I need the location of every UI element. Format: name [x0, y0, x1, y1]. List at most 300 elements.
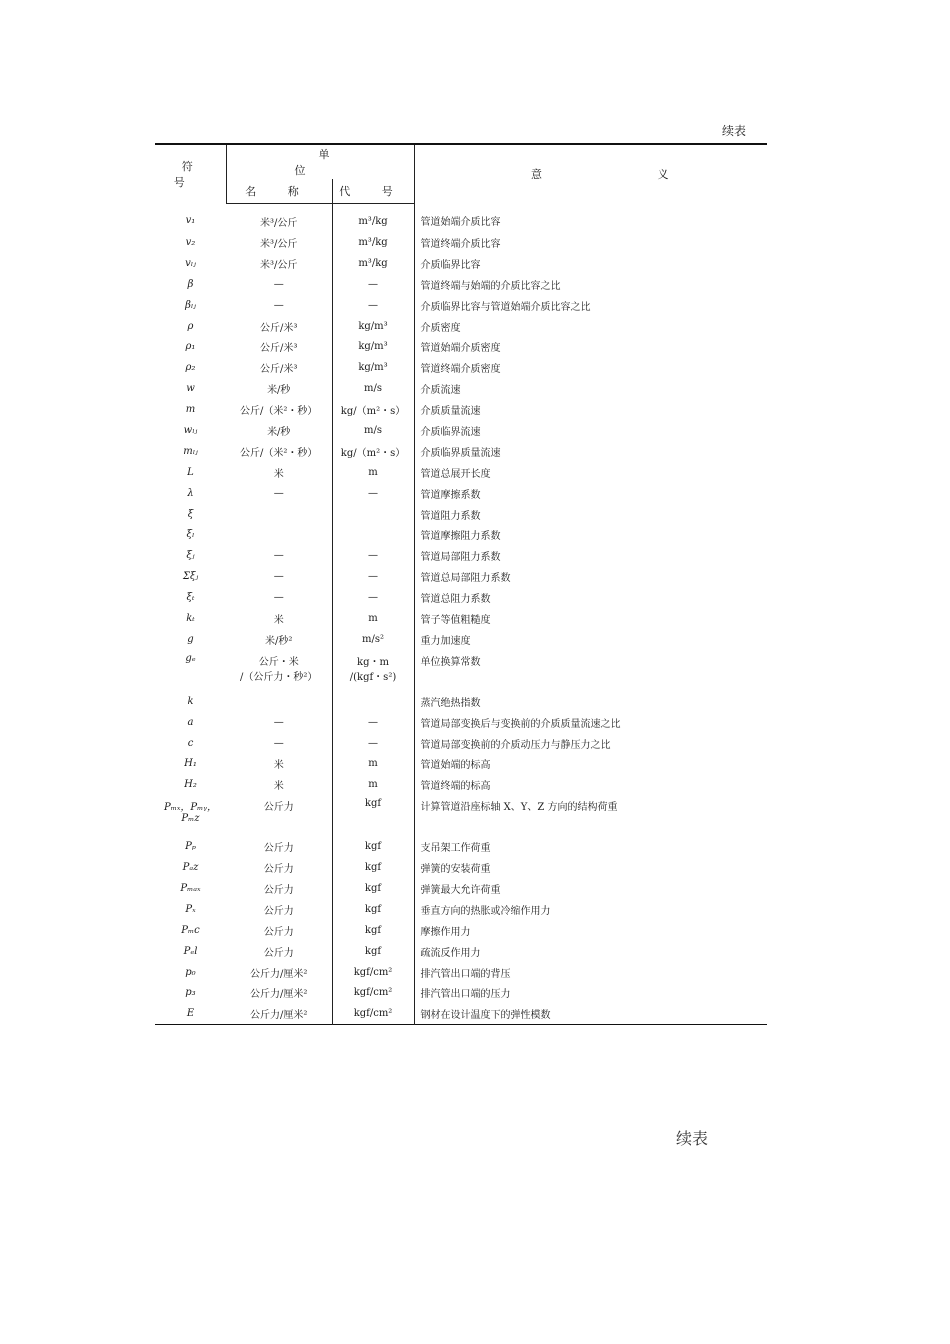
cell-meaning: [414, 441, 767, 462]
symbol-table: [155, 143, 767, 1025]
cell-unit-name-text: —: [273, 278, 284, 290]
cell-symbol: [155, 295, 226, 316]
cell-unit-name: [226, 650, 332, 691]
cell-unit-code-text: —: [368, 550, 378, 562]
cell-meaning-text: 垂直方向的热胀或冷缩作用力: [420, 905, 551, 917]
cell-unit-name: [226, 357, 332, 378]
cell-symbol: [155, 232, 226, 253]
cell-unit-name-text: 公斤/米³: [260, 322, 298, 334]
cell-unit-code-text: kgf: [364, 882, 382, 894]
table-row: [155, 1003, 767, 1024]
cell-symbol-text: k: [187, 695, 194, 707]
cell-unit-name: [226, 504, 332, 525]
cell-unit-code: [332, 587, 414, 608]
cell-unit-code-text: kgf/cm²: [353, 966, 393, 978]
table-row: [155, 566, 767, 587]
cell-meaning-text: 介质临界比容与管道始端介质比容之比: [420, 301, 591, 313]
cell-meaning: [414, 920, 767, 941]
cell-meaning: [414, 357, 767, 378]
cell-unit-code: [332, 795, 414, 836]
cell-unit-code: [332, 962, 414, 983]
cell-symbol: [155, 274, 226, 295]
table-row: [155, 274, 767, 295]
cell-unit-name: [226, 608, 332, 629]
cell-unit-name: [226, 232, 332, 253]
table-row: [155, 836, 767, 857]
cell-meaning: [414, 899, 767, 920]
cell-unit-code: [332, 733, 414, 754]
header-unit: 单 位: [226, 144, 414, 179]
cell-unit-code-text: kg/（m²・s）: [340, 406, 406, 418]
cell-symbol: [155, 204, 226, 233]
cell-meaning: [414, 504, 767, 525]
cell-unit-code: [332, 274, 414, 295]
cell-unit-name-text: 公斤力: [263, 926, 294, 938]
header-symbol: 符 号: [173, 160, 215, 190]
cell-meaning-text: 重力加速度: [420, 635, 471, 647]
header-meaning: 意 义: [414, 144, 767, 204]
table-row: [155, 232, 767, 253]
cell-unit-code-text: m: [368, 612, 378, 624]
cell-meaning-text: 蒸汽绝热指数: [420, 697, 481, 709]
cell-symbol: [155, 420, 226, 441]
cell-symbol: [155, 336, 226, 357]
cell-meaning: [414, 795, 767, 836]
cell-symbol-text: βₗⱼ: [185, 299, 196, 311]
cell-unit-code: [332, 774, 414, 795]
cell-symbol: [155, 941, 226, 962]
cell-symbol-text: Pₘₓ，Pₘᵧ，: [163, 802, 218, 814]
cell-unit-code-text: /(kgf・s²): [349, 671, 397, 683]
cell-unit-code: [332, 941, 414, 962]
cell-unit-name: [226, 691, 332, 712]
cell-symbol: [155, 504, 226, 525]
table-row: [155, 712, 767, 733]
cell-meaning: [414, 691, 767, 712]
cell-symbol: [155, 857, 226, 878]
symbol-table-container: [155, 143, 767, 1025]
cell-unit-code-text: —: [368, 737, 378, 749]
cell-symbol: [155, 753, 226, 774]
cell-meaning-text: 弹簧的安装荷重: [420, 864, 491, 876]
cell-unit-code: [332, 204, 414, 233]
cell-meaning-text: 管道局部阻力系数: [420, 552, 501, 564]
cell-unit-code: [332, 566, 414, 587]
cell-unit-name: [226, 836, 332, 857]
cell-symbol-text: c: [187, 737, 194, 749]
cell-unit-name: [226, 336, 332, 357]
cell-meaning-text: 单位换算常数: [420, 656, 481, 668]
cell-symbol: [155, 483, 226, 504]
cell-meaning-text: 管道终端介质比容: [420, 238, 501, 250]
cell-meaning: [414, 587, 767, 608]
cell-meaning: [414, 878, 767, 899]
cell-unit-name: [226, 274, 332, 295]
cell-meaning-text: 摩擦作用力: [420, 926, 471, 938]
cell-unit-name-text: /（公斤力・秒²）: [240, 671, 318, 683]
cell-unit-name-text: 米/秒: [267, 426, 291, 438]
cell-symbol-text: v₂: [185, 236, 196, 248]
cell-unit-name-text: 米/秒²: [265, 635, 293, 647]
cell-unit-name: [226, 795, 332, 836]
cell-symbol-text: mₗⱼ: [183, 445, 198, 457]
cell-unit-name: [226, 204, 332, 233]
table-row: [155, 941, 767, 962]
cell-unit-code-text: m/s: [364, 424, 382, 436]
cell-symbol-text: gₑ: [185, 652, 196, 664]
cell-unit-name: [226, 878, 332, 899]
table-row: [155, 878, 767, 899]
cell-meaning-text: 介质临界比容: [420, 259, 481, 271]
cell-unit-name-text: —: [273, 487, 284, 499]
cell-unit-code: [332, 399, 414, 420]
continued-label-top: 续表: [722, 124, 747, 138]
cell-meaning: [414, 836, 767, 857]
cell-symbol: [155, 253, 226, 274]
cell-symbol-text: wₗⱼ: [183, 424, 198, 436]
cell-meaning: [414, 712, 767, 733]
cell-unit-code: [332, 650, 414, 691]
cell-meaning: [414, 733, 767, 754]
cell-unit-name: [226, 774, 332, 795]
table-row: [155, 795, 767, 836]
cell-unit-name: [226, 1003, 332, 1024]
cell-unit-code-text: kg/m³: [358, 320, 388, 332]
cell-unit-name-text: 公斤/（米²・秒）: [240, 406, 318, 418]
cell-unit-name-text: 米: [273, 468, 284, 480]
cell-meaning-text: 疏流反作用力: [420, 947, 481, 959]
table-row: [155, 691, 767, 712]
cell-symbol-text: a: [187, 716, 194, 728]
cell-symbol-text: E: [186, 1008, 195, 1020]
cell-meaning-text: 管道总展开长度: [420, 468, 491, 480]
cell-unit-code: [332, 920, 414, 941]
cell-symbol-text: Pₚ: [185, 841, 196, 853]
cell-symbol-text: H₁: [184, 758, 197, 770]
cell-meaning-text: 管子等值粗糙度: [420, 614, 491, 626]
cell-symbol: [155, 566, 226, 587]
table-row: [155, 899, 767, 920]
cell-meaning: [414, 608, 767, 629]
cell-symbol-text: w: [186, 383, 195, 395]
cell-meaning-text: 管道终端介质密度: [420, 364, 501, 376]
cell-unit-code-text: —: [368, 716, 378, 728]
cell-unit-code: [332, 545, 414, 566]
cell-unit-name-text: 米: [273, 781, 284, 793]
cell-unit-name: [226, 295, 332, 316]
table-row: [155, 774, 767, 795]
cell-meaning-text: 管道始端介质比容: [420, 217, 501, 229]
cell-unit-name: [226, 253, 332, 274]
cell-meaning: [414, 941, 767, 962]
cell-meaning: [414, 545, 767, 566]
cell-unit-name: [226, 920, 332, 941]
cell-symbol-text: Pₘc: [181, 924, 200, 936]
cell-unit-code-text: —: [368, 299, 378, 311]
cell-unit-name: [226, 462, 332, 483]
cell-unit-name-text: 米³/公斤: [260, 259, 298, 271]
cell-unit-name-text: 公斤力: [263, 864, 294, 876]
cell-symbol-text: v₁: [185, 215, 196, 227]
cell-unit-name: [226, 420, 332, 441]
cell-symbol-text: Pₘz: [181, 813, 200, 825]
cell-unit-name: [226, 483, 332, 504]
cell-meaning: [414, 336, 767, 357]
cell-meaning: [414, 774, 767, 795]
cell-meaning: [414, 232, 767, 253]
cell-symbol-text: ρ₁: [185, 341, 196, 353]
cell-symbol: [155, 524, 226, 545]
cell-meaning-text: 支吊架工作荷重: [420, 843, 491, 855]
cell-symbol-text: H₂: [184, 779, 197, 791]
table-row: [155, 357, 767, 378]
cell-unit-code-text: —: [368, 592, 378, 604]
cell-symbol-text: Pₐz: [182, 862, 199, 874]
cell-meaning: [414, 857, 767, 878]
cell-meaning-text: 管道终端与始端的介质比容之比: [420, 280, 561, 292]
cell-unit-name: [226, 441, 332, 462]
cell-unit-name-text: 公斤力: [263, 802, 294, 814]
table-row: [155, 295, 767, 316]
cell-unit-code: [332, 357, 414, 378]
cell-unit-name: [226, 899, 332, 920]
cell-symbol-text: p₀: [185, 966, 196, 978]
cell-unit-name: [226, 962, 332, 983]
table-row: [155, 920, 767, 941]
cell-unit-code-text: kgf: [364, 798, 382, 810]
cell-meaning-text: 弹簧最大允许荷重: [420, 884, 501, 896]
cell-symbol-text: ρ₂: [185, 362, 196, 374]
cell-symbol: [155, 836, 226, 857]
cell-unit-name-text: 米³/公斤: [260, 217, 298, 229]
cell-unit-name: [226, 399, 332, 420]
cell-symbol-text: ξ: [187, 508, 194, 520]
cell-meaning-text: 管道局部变换后与变换前的介质质量流速之比: [420, 718, 621, 730]
cell-unit-code-text: kgf: [364, 924, 382, 936]
cell-symbol: [155, 441, 226, 462]
cell-unit-name: [226, 857, 332, 878]
cell-symbol: [155, 962, 226, 983]
cell-symbol: [155, 899, 226, 920]
cell-meaning: [414, 483, 767, 504]
cell-symbol-text: m: [185, 404, 196, 416]
cell-unit-code: [332, 878, 414, 899]
cell-unit-code-text: m³/kg: [358, 215, 388, 227]
cell-unit-name: [226, 545, 332, 566]
cell-symbol: [155, 462, 226, 483]
table-row: [155, 608, 767, 629]
cell-meaning: [414, 524, 767, 545]
table-row: [155, 753, 767, 774]
cell-unit-code-text: —: [368, 278, 378, 290]
cell-unit-name: [226, 733, 332, 754]
cell-unit-name-text: 公斤力: [263, 884, 294, 896]
cell-unit-name-text: 米/秒: [267, 385, 291, 397]
cell-symbol-text: ξₗ: [186, 529, 195, 541]
cell-meaning: [414, 650, 767, 691]
cell-symbol: [155, 316, 226, 337]
cell-symbol-text: λ: [187, 487, 194, 499]
cell-symbol: [155, 878, 226, 899]
cell-symbol: [155, 712, 226, 733]
cell-meaning-text: 介质质量流速: [420, 406, 481, 418]
cell-unit-code: [332, 983, 414, 1004]
cell-unit-code-text: kg/m³: [358, 341, 388, 353]
table-row: [155, 524, 767, 545]
table-row: [155, 857, 767, 878]
cell-unit-code: [332, 899, 414, 920]
continued-label-bottom: 续表: [676, 1129, 709, 1148]
cell-meaning: [414, 399, 767, 420]
table-row: [155, 399, 767, 420]
table-row: [155, 336, 767, 357]
cell-unit-name: [226, 566, 332, 587]
table-row: [155, 204, 767, 233]
cell-unit-name-text: 公斤・米: [258, 656, 299, 668]
cell-symbol-text: Σξⱼ: [182, 571, 199, 583]
cell-unit-code: [332, 608, 414, 629]
cell-symbol: [155, 1003, 226, 1024]
cell-unit-code: [332, 1003, 414, 1024]
cell-unit-code: [332, 753, 414, 774]
cell-meaning-text: 排汽管出口端的背压: [420, 968, 511, 980]
cell-meaning-text: 钢材在设计温度下的弹性模数: [420, 1010, 551, 1022]
table-row: [155, 253, 767, 274]
cell-symbol: [155, 983, 226, 1004]
cell-unit-name-text: —: [273, 716, 284, 728]
cell-symbol-text: vₗⱼ: [185, 257, 196, 269]
cell-unit-code-text: kgf: [364, 841, 382, 853]
cell-unit-name-text: 公斤/（米²・秒）: [240, 447, 318, 459]
cell-unit-name-text: 公斤/米³: [260, 364, 298, 376]
cell-meaning-text: 介质临界质量流速: [420, 447, 501, 459]
cell-symbol: [155, 795, 226, 836]
cell-meaning: [414, 462, 767, 483]
cell-meaning: [414, 316, 767, 337]
cell-symbol-text: kₜ: [186, 612, 195, 624]
cell-meaning-text: 管道阻力系数: [420, 510, 481, 522]
cell-symbol: [155, 920, 226, 941]
table-row: [155, 462, 767, 483]
table-row: [155, 504, 767, 525]
cell-unit-code-text: —: [368, 487, 378, 499]
table-body: [155, 204, 767, 1025]
cell-unit-name-text: 米: [273, 760, 284, 772]
cell-unit-name-text: 米³/公斤: [260, 238, 298, 250]
cell-unit-name-text: —: [273, 550, 284, 562]
cell-unit-code-text: kg/（m²・s）: [340, 447, 406, 459]
cell-symbol: [155, 691, 226, 712]
cell-meaning: [414, 295, 767, 316]
cell-unit-code: [332, 336, 414, 357]
cell-symbol-text: ξⱼ: [186, 550, 195, 562]
cell-unit-name-text: 公斤力: [263, 905, 294, 917]
cell-symbol-text: ξₜ: [186, 592, 195, 604]
cell-meaning: [414, 274, 767, 295]
cell-meaning: [414, 378, 767, 399]
cell-meaning: [414, 566, 767, 587]
cell-meaning: [414, 629, 767, 650]
cell-unit-name-text: —: [273, 299, 284, 311]
cell-unit-code: [332, 295, 414, 316]
cell-unit-name: [226, 941, 332, 962]
cell-unit-name-text: —: [273, 592, 284, 604]
cell-symbol: [155, 545, 226, 566]
table-row: [155, 629, 767, 650]
cell-unit-name-text: 公斤力/厘米²: [250, 968, 308, 980]
cell-unit-code-text: m³/kg: [358, 257, 388, 269]
cell-unit-code: [332, 524, 414, 545]
cell-meaning: [414, 420, 767, 441]
cell-unit-name-text: 公斤力: [263, 843, 294, 855]
cell-meaning-text: 管道摩擦阻力系数: [420, 531, 501, 543]
cell-meaning-text: 介质流速: [420, 385, 461, 397]
cell-symbol: [155, 650, 226, 691]
cell-unit-code-text: m/s: [364, 383, 382, 395]
cell-symbol: [155, 587, 226, 608]
cell-meaning: [414, 204, 767, 233]
cell-unit-code-text: kg/m³: [358, 362, 388, 374]
cell-symbol-text: ρ: [187, 320, 194, 332]
cell-unit-code: [332, 857, 414, 878]
cell-symbol: [155, 357, 226, 378]
cell-symbol: [155, 733, 226, 754]
cell-unit-code: [332, 232, 414, 253]
table-row: [155, 420, 767, 441]
cell-symbol: [155, 378, 226, 399]
cell-meaning-text: 介质密度: [420, 322, 461, 334]
cell-symbol: [155, 629, 226, 650]
cell-unit-code: [332, 836, 414, 857]
cell-meaning-text: 管道始端的标高: [420, 760, 491, 772]
cell-unit-code: [332, 504, 414, 525]
cell-meaning: [414, 962, 767, 983]
cell-unit-name: [226, 587, 332, 608]
cell-meaning: [414, 1003, 767, 1024]
cell-symbol: [155, 774, 226, 795]
cell-unit-code-text: kgf: [364, 903, 382, 915]
cell-unit-name-text: 公斤力/厘米²: [250, 1010, 308, 1022]
cell-unit-name-text: 米: [273, 614, 284, 626]
cell-symbol-text: Pₓ: [185, 903, 196, 915]
cell-unit-code-text: kgf/cm²: [353, 987, 393, 999]
cell-symbol-text: β: [187, 278, 194, 290]
header-unit-name: 名 称: [226, 179, 332, 204]
cell-unit-code: [332, 629, 414, 650]
cell-unit-name: [226, 378, 332, 399]
cell-unit-code: [332, 378, 414, 399]
cell-unit-code: [332, 462, 414, 483]
cell-unit-code: [332, 483, 414, 504]
cell-unit-code-text: kgf: [364, 945, 382, 957]
cell-meaning-text: 介质临界流速: [420, 426, 481, 438]
table-row: [155, 983, 767, 1004]
cell-unit-name: [226, 524, 332, 545]
cell-unit-name: [226, 712, 332, 733]
cell-unit-name: [226, 753, 332, 774]
cell-meaning: [414, 983, 767, 1004]
cell-unit-name-text: —: [273, 571, 284, 583]
cell-symbol: [155, 399, 226, 420]
cell-unit-code-text: kgf/cm²: [353, 1008, 393, 1020]
table-row: [155, 545, 767, 566]
cell-meaning-text: 管道总阻力系数: [420, 594, 491, 606]
cell-meaning-text: 管道始端介质密度: [420, 343, 501, 355]
cell-unit-code: [332, 316, 414, 337]
cell-unit-name: [226, 983, 332, 1004]
cell-unit-code-text: —: [368, 571, 378, 583]
cell-unit-code-text: m: [368, 466, 378, 478]
